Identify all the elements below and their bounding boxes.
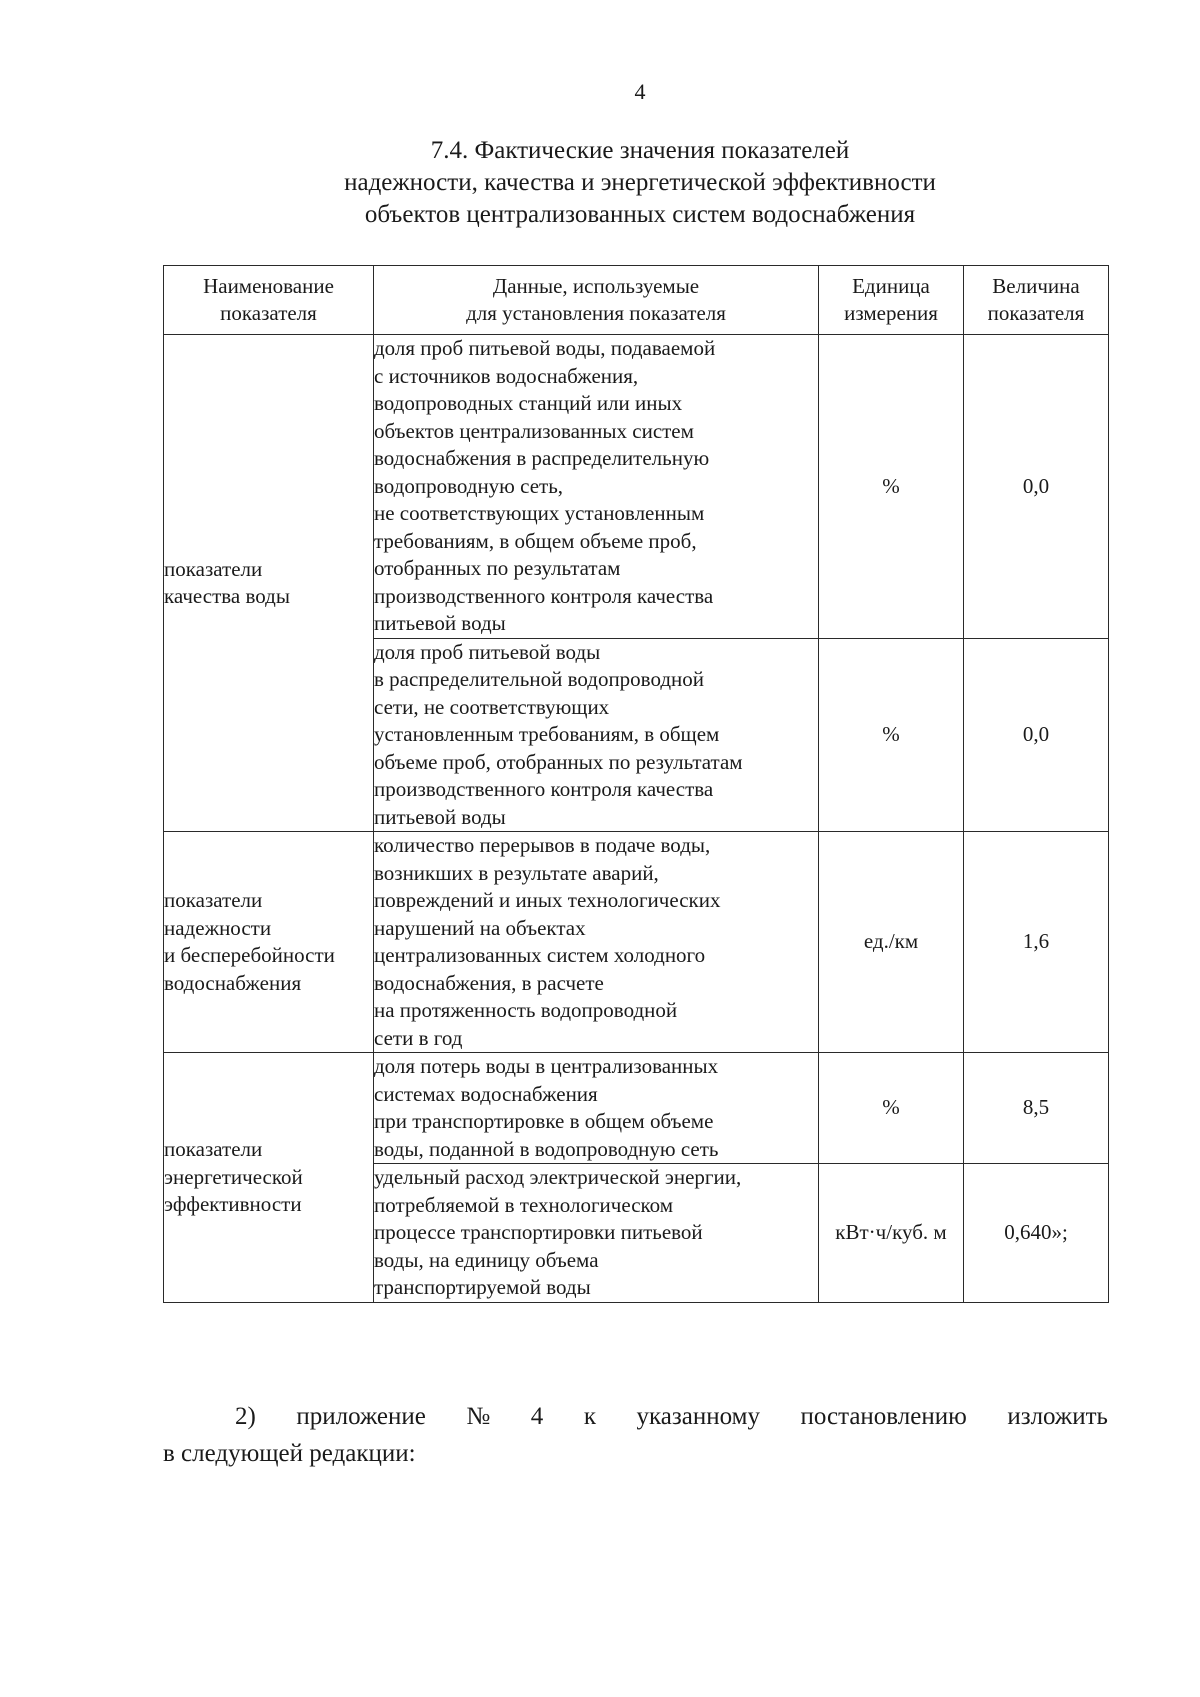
- header-line: для установления показателя: [466, 301, 726, 325]
- data-line: на протяженность водопроводной: [374, 998, 678, 1022]
- data-line: удельный расход электрической энергии,: [374, 1165, 742, 1189]
- data-line: питьевой воды: [374, 611, 506, 635]
- indicator-group-name: [164, 832, 374, 1053]
- header-indicator-name: [164, 266, 374, 335]
- table-row: [164, 335, 1109, 639]
- indicator-data-cell: [374, 1164, 819, 1303]
- data-line: централизованных систем холодного: [374, 943, 706, 967]
- indicator-name-line: надежности: [164, 915, 272, 940]
- data-line: производственного контроля качества: [374, 777, 714, 801]
- unit-cell: %: [819, 1053, 964, 1164]
- appendix-word: к: [583, 1403, 596, 1430]
- header-line: показателя: [987, 301, 1085, 325]
- data-line: повреждений и иных технологических: [374, 888, 721, 912]
- data-line: транспортируемой воды: [374, 1275, 591, 1299]
- data-line: водоснабжения, в расчете: [374, 970, 604, 995]
- header-line: Единица: [852, 274, 930, 298]
- indicator-group-name: [164, 335, 374, 832]
- appendix-word: приложение: [296, 1403, 426, 1430]
- data-line: водопроводных станций или иных: [374, 391, 683, 415]
- header-line: Наименование: [203, 274, 334, 298]
- data-line: доля потерь воды в централизованных: [374, 1054, 719, 1078]
- section-title: [200, 135, 1080, 231]
- data-line: объектов централизованных систем: [374, 418, 694, 443]
- table-row: [164, 832, 1109, 1053]
- indicator-name-line: показатели: [164, 556, 263, 581]
- appendix-word: указанному: [636, 1403, 760, 1430]
- value-cell: 0,640»;: [964, 1164, 1109, 1303]
- data-line: воды, на единицу объема: [374, 1247, 599, 1272]
- data-line: системах водоснабжения: [374, 1081, 598, 1106]
- data-line: потребляемой в технологическом: [374, 1192, 674, 1217]
- data-line: требованиям, в общем объеме проб,: [374, 528, 697, 553]
- indicator-data-cell: [374, 832, 819, 1053]
- data-line: нарушений на объектах: [374, 915, 586, 940]
- data-line: не соответствующих установленным: [374, 501, 705, 525]
- data-line: при транспортировке в общем объеме: [374, 1109, 714, 1133]
- appendix-word: изложить: [1007, 1403, 1108, 1430]
- indicator-name-line: показатели: [164, 888, 263, 912]
- data-line: сети, не соответствующих: [374, 694, 610, 719]
- indicator-data-cell: [374, 335, 819, 639]
- unit-cell: кВт·ч/куб. м: [819, 1164, 964, 1303]
- appendix-first-line: [163, 1398, 1108, 1435]
- indicator-name-line: качества воды: [164, 584, 290, 608]
- data-line: водоснабжения в распределительную: [374, 446, 710, 470]
- header-line: Данные, используемые: [492, 274, 700, 298]
- data-line: отобранных по результатам: [374, 556, 621, 580]
- indicator-group-name: [164, 1053, 374, 1303]
- indicator-data-cell: [374, 1053, 819, 1164]
- indicators-table: [163, 265, 1109, 1303]
- value-cell: 1,6: [964, 832, 1109, 1053]
- header-unit: [819, 266, 964, 335]
- section-title-line: 7.4. Фактические значения показателей: [430, 137, 850, 164]
- data-line: доля проб питьевой воды: [374, 639, 601, 664]
- indicator-data-cell: [374, 638, 819, 832]
- indicator-name-line: энергетической: [164, 1164, 303, 1189]
- header-source-data: [374, 266, 819, 335]
- indicator-name-line: показатели: [164, 1137, 263, 1161]
- data-line: питьевой воды: [374, 804, 506, 829]
- data-line: установленным требованиям, в общем: [374, 722, 720, 746]
- appendix-word: 2): [235, 1403, 256, 1430]
- value-cell: 8,5: [964, 1053, 1109, 1164]
- data-line: количество перерывов в подаче воды,: [374, 833, 711, 857]
- header-line: показателя: [220, 301, 317, 325]
- value-cell: 0,0: [964, 335, 1109, 639]
- header-line: измерения: [844, 301, 938, 325]
- data-line: воды, поданной в водопроводную сеть: [374, 1136, 719, 1161]
- unit-cell: %: [819, 638, 964, 832]
- page-number: 4: [634, 79, 646, 104]
- data-line: производственного контроля качества: [374, 583, 714, 608]
- header-value: [964, 266, 1109, 335]
- header-line: Величина: [992, 274, 1080, 298]
- data-line: объеме проб, отобранных по результатам: [374, 749, 743, 774]
- section-title-line: надежности, качества и энергетической эффективности: [344, 169, 936, 196]
- data-line: сети в год: [374, 1025, 463, 1050]
- appendix-word: постановлению: [800, 1403, 967, 1430]
- data-line: водопроводную сеть,: [374, 473, 564, 498]
- appendix-word: №: [466, 1403, 491, 1430]
- indicator-name-line: водоснабжения: [164, 970, 302, 995]
- value-cell: 0,0: [964, 638, 1109, 832]
- data-line: с источников водоснабжения,: [374, 363, 639, 388]
- appendix-second-line: в следующей редакции:: [163, 1440, 416, 1467]
- data-line: в распределительной водопроводной: [374, 667, 705, 691]
- data-line: возникших в результате аварий,: [374, 860, 659, 885]
- table-row: [164, 1053, 1109, 1164]
- table-header-row: [164, 266, 1109, 335]
- data-line: процессе транспортировки питьевой: [374, 1220, 703, 1244]
- indicator-name-line: эффективности: [164, 1192, 302, 1216]
- unit-cell: ед./км: [819, 832, 964, 1053]
- appendix-word: 4: [530, 1403, 544, 1430]
- data-line: доля проб питьевой воды, подаваемой: [374, 336, 716, 360]
- section-title-line: объектов централизованных систем водоснабжения: [364, 201, 916, 228]
- unit-cell: %: [819, 335, 964, 639]
- appendix-paragraph: [163, 1398, 1108, 1472]
- indicator-name-line: и бесперебойности: [164, 943, 335, 967]
